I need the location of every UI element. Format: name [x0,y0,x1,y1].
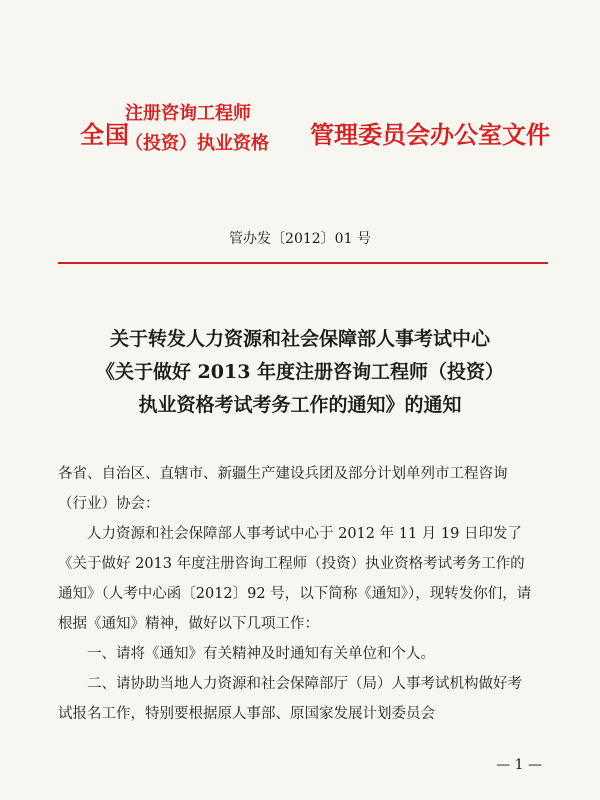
paragraph-2: 一、请将《通知》有关精神及时通知有关单位和个人。 [87,646,435,662]
title-line1: 关于转发人力资源和社会保障部人事考试中心 [109,328,490,350]
header-right-text: 管理委员会办公室文件 [310,120,550,149]
document-title [60,323,540,422]
document-body [58,459,536,729]
document-number: 管办发〔2012〕01 号 [229,231,371,247]
page-number: — 1 — [496,757,542,773]
title-line2: 《关于做好 2013 年度注册咨询工程师（投资） [95,361,505,383]
document-header [80,95,550,165]
title-line3: 执业资格考试考务工作的通知》的通知 [138,394,462,416]
paragraph-1: 人力资源和社会保障部人事考试中心于 2012 年 11 月 19 日印发了《关于做好 2013 年度注册咨询工程师（投资）执业资格考试考务工作的通知》（人考中心函〔2012〕92 号，以下简称《通知》），现转发你们，请根据《通知》精神，做好以下几项工作： [58,526,532,632]
addressee: 各省、自治区、直辖市、新疆生产建设兵团及部分计划单列市工程咨询（行业）协会： [58,466,508,512]
header-middle-line2: （投资）执业资格 [125,133,269,154]
header-divider [58,262,548,264]
paragraph-3: 二、请协助当地人力资源和社会保障部厅（局）人事考试机构做好考试报名工作，特别要根据原人事部、原国家发展计划委员会 [58,676,522,722]
header-left-text: 全国 [80,120,130,149]
header-middle-block [125,99,269,159]
header-middle-line1: 注册咨询工程师 [125,103,251,124]
